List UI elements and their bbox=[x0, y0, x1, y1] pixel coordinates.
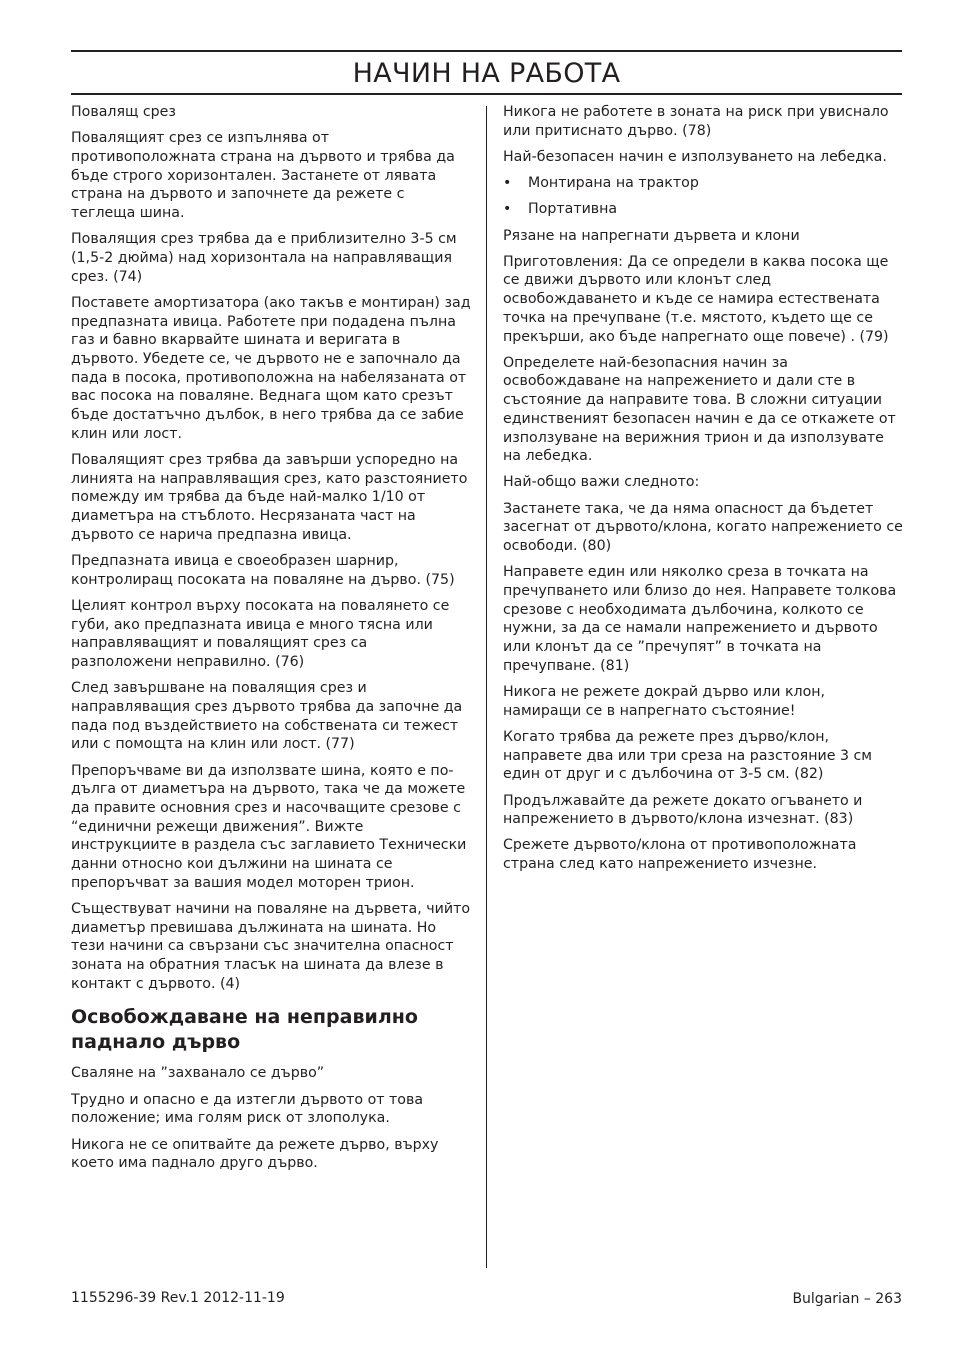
paragraph: Повалящият срез трябва да завърши успоредно на линията на направляващия срез, като разстоянието помежду им трябва да бъде най-малко 1/10 от диаметъра на стъблото. Несрязаната част на дървото се нарича предпазна ивица. bbox=[71, 451, 468, 543]
list-item bbox=[503, 200, 903, 219]
header-rule-bottom bbox=[71, 93, 902, 95]
footer-page-label: Bulgarian – 263 bbox=[792, 1291, 902, 1307]
list-item bbox=[503, 174, 903, 193]
subheading-tensioned-trees: Рязане на напрегнати дървета и клони bbox=[503, 227, 800, 244]
list-item-text: Монтирана на трактор bbox=[528, 175, 699, 192]
paragraph: Най-безопасен начин е използуването на лебедка. bbox=[503, 148, 887, 165]
paragraph: След завършване на повалящия срез и направляващия срез дървото трябва да започне да пада под въздействието на собствената си тежест или с помощта на клин или лост. (77) bbox=[71, 680, 463, 753]
header-rule-top bbox=[71, 50, 902, 52]
subheading-hung-tree: Сваляне на ”захванало се дърво” bbox=[71, 1065, 325, 1082]
paragraph: Застанете така, че да няма опасност да бъдетет засегнат от дървото/клона, когато напрежението се освободи. (80) bbox=[503, 500, 903, 555]
subheading-felling-cut: Повалящ срез bbox=[71, 104, 176, 120]
paragraph: Определете най-безопасния начин за освобождаване на напрежението и дали сте в състояние да направите това. В сложни ситуации единственият безопасен начин е да се откажете от използуване на верижния трион и да използувате на лебедка. bbox=[503, 354, 896, 465]
bullet-icon: • bbox=[503, 175, 512, 192]
paragraph: Приготовления: Да се определи в каква посока ще се движи дървото или клонът след освобождаването и къде се намира естествената точка на пречупване (т.е. мястото, където ще се прекърши, ако бъде напрегнато още повече) . (79) bbox=[503, 253, 889, 345]
paragraph: Трудно и опасно е да изтегли дървото от това положение; има голям риск от злополука. bbox=[71, 1091, 424, 1127]
paragraph: Когато трябва да режете през дърво/клон, направете два или три среза на разстояние 3 см един от друг и с дълбочина от 3-5 см. (82) bbox=[503, 728, 872, 783]
section-heading: Освобождаване на неправилно паднало дърво bbox=[71, 1006, 418, 1054]
column-divider bbox=[486, 106, 487, 1268]
paragraph: Никога не работете в зоната на риск при увиснало или притиснато дърво. (78) bbox=[503, 104, 889, 139]
footer-doc-id: 1155296-39 Rev.1 2012-11-19 bbox=[71, 1290, 285, 1306]
paragraph: Предпазната ивица е своеобразен шарнир, контролиращ посоката на поваляне на дърво. (75) bbox=[71, 552, 455, 588]
page-title: НАЧИН НА РАБОТА bbox=[352, 58, 621, 89]
paragraph: Никога не се опитвайте да режете дърво, върху което има паднало друго дърво. bbox=[71, 1136, 439, 1172]
paragraph: Целият контрол върху посоката на повалянето се губи, ако предпазната ивица е много тясна или направляващият и повалящият срез са разположени неправилно. (76) bbox=[71, 597, 450, 670]
paragraph: Повалящият срез се изпълнява от противоположната страна на дървото и трябва да бъде строго хоризонтален. Застанете от лявата страна на дървото и започнете да режете с теглеща шина. bbox=[71, 130, 455, 222]
right-column bbox=[503, 103, 903, 881]
paragraph: Срежете дървото/клона от противоположната страна след като напрежението изчезне. bbox=[503, 837, 857, 873]
paragraph: Съществуват начини на поваляне на дървета, чийто диаметър превишава дължината на шината. Но тези начини са свързани със значителна опасност зоната на обратния тласък на шината да влезе в контакт с дървото. (4) bbox=[71, 900, 471, 992]
paragraph: Най-общо важи следното: bbox=[503, 474, 700, 491]
paragraph: Направете един или няколко среза в точката на пречупването или близо до нея. Направете толкова срезове с необходимата дълбочина, колкото се нужни, за да се намали напрежението и дървото или клонът да се ”пречупят” в точката на пречупване. (81) bbox=[503, 564, 897, 674]
paragraph: Препоръчваме ви да използвате шина, която е по-дълга от диаметъра на дървото, така че да можете да правите основния срез и насочващите срезове с “единични режещи движения”. Вижте инструкциите в раздела със заглавието Технически данни относно кои дължини на шината се препоръчват за вашия модел моторен трион. bbox=[71, 762, 467, 891]
paragraph: Повалящия срез трябва да е приблизително 3-5 см (1,5-2 дюйма) над хоризонтала на направляващия срез. (74) bbox=[71, 231, 457, 285]
list-item-text: Портативна bbox=[528, 201, 618, 218]
paragraph: Никога не режете докрай дърво или клон, намиращи се в напрегнато състояние! bbox=[503, 683, 826, 719]
paragraph: Поставете амортизатора (ако такъв е монтиран) зад предпазната ивица. Работете при подадена пълна газ и бавно вкарвайте шината и веригата в дървото. Убедете се, че дървото не е започнало да пада в посока, противоположна на набелязаната от вас посока на поваляне. Веднага щом като срезът бъде достатъчно дълбок, в него трябва да се забие клин или лост. bbox=[71, 294, 471, 442]
bullet-icon: • bbox=[503, 201, 512, 218]
paragraph: Продължавайте да режете докато огъването и напрежението в дървото/клона изчезнат. (83) bbox=[503, 792, 863, 828]
left-column bbox=[71, 103, 471, 1180]
